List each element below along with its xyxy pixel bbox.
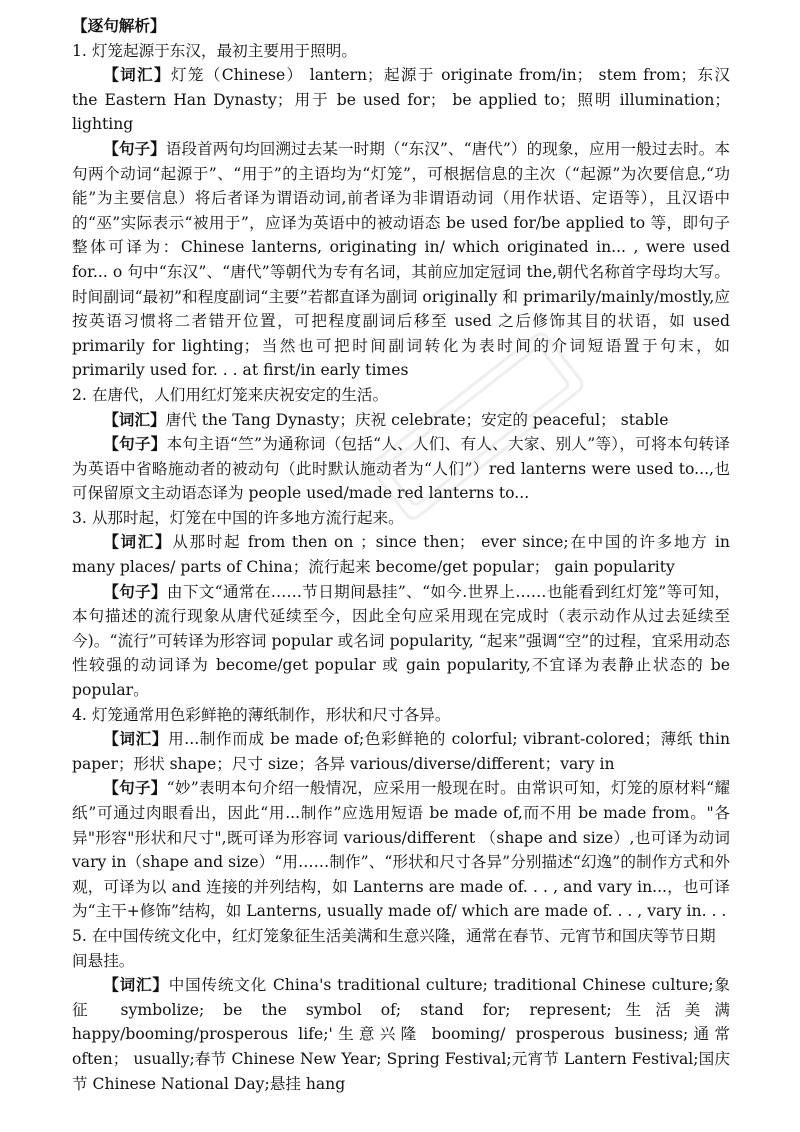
sentence-2-analysis [72, 432, 730, 506]
sentence-2-title: 2. 在唐代，人们用红灯笼来庆祝安定的生活。 [72, 385, 389, 404]
sentence-tag: 【句子】 [103, 434, 167, 454]
sentence-5-vocab [72, 973, 730, 1096]
sentence-3-vocab [72, 530, 730, 579]
sentence-4-analysis [72, 776, 730, 924]
sentence-tag: 【句子】 [103, 581, 167, 601]
analysis-text: 本句主语“竺”为通称词（包括“人、人们、有人、大家、别人”等），可将本句转译为英语中省略施动者的被动句（此时默认施动者为“人们”）red lanterns were used to...,也可保留原文主动语态译为 people used/made red lanterns to... [72, 435, 730, 503]
analysis-text: “妙”表明本句介绍一般情况，应采用一般现在时。由常识可知，灯笼的原材料“耀 纸”可通过肉眼看出，因此“用...制作”应选用短语 be made of,而不用 be made from。"各异"形容"形状和尺寸",既可译为形容词 various/different （shape and size）,也可译为动词 vary in（shape and size）“用……制作”、“形状和尺寸各异”分别描述“幻逸”的制作方式和外观，可译为以 and 连接的并列结构，如 Lanterns are made of. . . , and vary in...，也可译为“主干+修饰”结构，如 Lanterns, usually made of/ which are made of. . . , vary in. . . [72, 779, 730, 921]
sentence-3-title: 3. 从那时起，灯笼在中国的许多地方流行起来。 [72, 508, 404, 527]
sentence-1-title: 1. 灯笼起源于东汉，最初主要用于照明。 [72, 41, 357, 60]
vocab-text: 唐代 the Tang Dynasty；庆祝 celebrate；安定的 peaceful； stable [165, 410, 669, 429]
sentence-4-title: 4. 灯笼通常用色彩鲜艳的薄纸制作，形状和尺寸各异。 [72, 705, 451, 724]
sentence-tag: 【句子】 [103, 778, 167, 798]
section-heading: 【逐句解析】 [72, 16, 166, 35]
analysis-text: 由下文“通常在……节日期间悬挂”、“如今.世界上……也能看到红灯笼”等可知，本句描述的流行现象从唐代延续至今，因此全句应采用现在完成时（表示动作从过去延续至今)。“流行”可转译为形容词 popular 或名词 popularity, “起来”强调“空”的过程，宜采用动态性较强的动词译为 become/get popular 或 gain popularity,不宜译为表静止状态的 be popular。 [72, 582, 730, 700]
sentence-2-vocab [72, 408, 730, 433]
sentence-4-vocab [72, 727, 730, 776]
sentence-1-analysis [72, 137, 730, 383]
sentence-1-vocab [72, 63, 730, 137]
vocab-tag: 【词汇】 [103, 65, 171, 85]
vocab-tag: 【词汇】 [103, 729, 169, 749]
vocab-text: 从那时起 from then on ；since then； ever since;在中国的许多地方 in many places/ parts of China；流行起来 become/get popular； gain popularity [72, 533, 730, 577]
vocab-text: 中国传统文化 China's traditional culture; traditional Chinese culture;象征 symbolize; be the symbol of; stand for; represent;生活美满 happy/booming/prosperous life;'生意兴隆 booming/ prosperous business;通常 often； usually;春节 Chinese New Year; Spring Festival;元宵节 Lantern Festival;国庆节 Chinese National Day;悬挂 hang [72, 976, 730, 1093]
vocab-text: 用...制作而成 be made of;色彩鲜艳的 colorful; vibrant-colored；薄纸 thin paper；形状 shape；尺寸 size；各异 various/diverse/different；vary in [72, 730, 730, 773]
vocab-text: 灯笼（Chinese） lantern；起源于 originate from/in； stem from；东汉 the Eastern Han Dynasty；用于 be used for； be applied to；照明 illumination； lighting [72, 66, 730, 134]
vocab-tag: 【词汇】 [103, 532, 173, 552]
analysis-text: 语段首两句均回溯过去某一时期（“东汉”、“唐代”）的现象，应用一般过去时。本句两个动词“起源于”、“用于”的主语均为“灯笼”，可根据信息的主次（“起源”为次要信息,“功能”为主要信息）将后者译为谓语动词,前者译为非谓语动词（用作状语、定语等），且汉语中的“巫”实际表示“被用于”，应译为英语中的被动语态 be used for/be applied to 等，即句子整体可译为：Chinese lanterns, originating in/ which originated in... , were used for... o 句中“东汉”、“唐代”等朝代为专有名词，其前应加定冠词 the,朝代名称首字母均大写。时间副词“最初”和程度副词“主要”若都直译为副词 originally 和 primarily/mainly/mostly,应按英语习惯将二者错开位置，可把程度副词后移至 used 之后修饰其目的状语，如 used primarily for lighting；当然也可把时间副词转化为表时间的介词短语置于句末，如 primarily used for. . . at first/in early times [72, 139, 730, 380]
sentence-3-analysis [72, 580, 730, 703]
vocab-tag: 【词汇】 [103, 975, 169, 995]
vocab-tag: 【词汇】 [103, 409, 166, 429]
sentence-tag: 【句子】 [103, 138, 166, 158]
sentence-5-title: 5. 在中国传统文化中，红灯笼象征生活美满和生意兴隆，通常在春节、元宵节和国庆等节日期间悬挂。 [72, 926, 716, 970]
